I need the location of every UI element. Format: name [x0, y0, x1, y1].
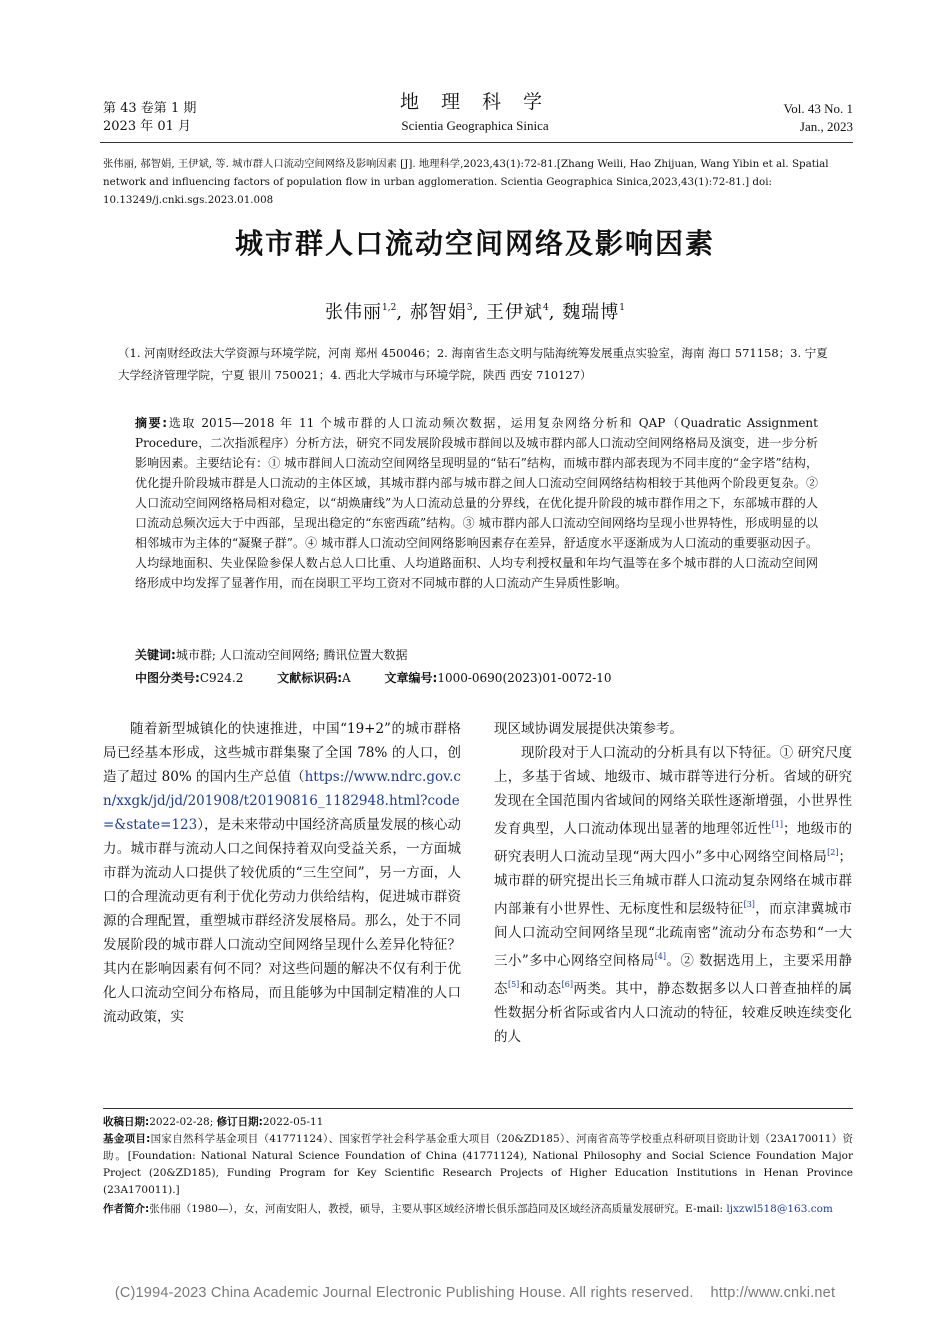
- author-sep: ,: [548, 302, 563, 323]
- keywords: [135, 645, 818, 665]
- abstract: [135, 413, 818, 593]
- body-paragraph: [103, 717, 461, 1029]
- abstract-text: 选取 2015—2018 年 11 个城市群的人口流动频次数据，运用复杂网络分析和 QAP（Quadratic Assignment Procedure，二次指派程序）分析方法，研究不同发展阶段城市群间以及城市群内部人口流动空间网络格局及演变，进一步分析影响因素。主要结论有：① 城市群间人口流动空间网络呈现明显的“钻石”结构，而城市群内部表现为不同丰度的“金字塔”结构，优化提升阶段城市群是人口流动的主体区域，其城市群内部与城市群之间人口流动空间网络结构相较于其他两个阶段更复杂。② 人口流动空间网络格局相对稳定，以“胡焕庸线”为人口流动总量的分界线，在优化提升阶段的城市群作用之下，东部城市群的人口流动总频次远大于中西部，呈现出稳定的“东密西疏”结构。③ 城市群内部人口流动空间网络均呈现小世界特性，形成明显的以相邻城市为主体的“凝聚子群”。④ 城市群人口流动空间网络影响因素存在差异，舒适度水平逐渐成为人口流动的重要驱动因子。人均绿地面积、失业保险参保人数占总人口比重、人均道路面积、人均专利授权量和年均气温等在多个城市群的人口流动空间网络形成中均发挥了显著作用，而在岗职工平均工资对不同城市群的人口流动产生异质性影响。: [135, 416, 818, 590]
- author-name: 王伊斌: [486, 302, 544, 323]
- author-name: 张伟丽: [325, 302, 383, 323]
- author-affil-sup: 4: [543, 303, 549, 313]
- article-no-label: 文章编号:: [384, 671, 438, 685]
- affiliations: （1. 河南财经政法大学资源与环境学院，河南 郑州 450046；2. 海南省生态文明与陆海统筹发展重点实验室，海南 海口 571158；3. 宁夏大学经济管理学院，宁夏 银川 750021；4. 西北大学城市与环境学院，陕西 西安 710127）: [118, 346, 828, 382]
- doc-code-label: 文献标识码:: [277, 671, 342, 685]
- received-value: 2022-02-28;: [149, 1116, 214, 1128]
- revised-value: 2022-05-11: [262, 1116, 324, 1128]
- article-no-value: 1000-0690(2023)01-0072-10: [437, 671, 612, 685]
- body-text: ；地级市的研究表明人口流动呈现“两大四小”多中心网络空间格局: [494, 821, 853, 865]
- reference-link[interactable]: [2]: [827, 848, 839, 857]
- body-text: 随着新型城镇化的快速推进，中国“19+2”的城市群格局已经基本形成，这些城市群集聚了全国 78% 的人口，创造了超过 80% 的国内生产总值（: [103, 721, 461, 785]
- journal-name-en: Scientia Geographica Sinica: [401, 118, 549, 133]
- body-text: 。② 数据选用上，主要采用静态: [494, 953, 852, 997]
- funding-label: 基金项目:: [103, 1133, 151, 1145]
- body-paragraph: [494, 741, 852, 1049]
- copyright-footer: (C)1994-2023 China Academic Journal Electronic Publishing House. All rights reserved. http://www.cnki.net: [114, 1285, 836, 1301]
- clc-label: 中图分类号:: [135, 671, 200, 685]
- author-bio-label: 作者简介:: [103, 1203, 150, 1215]
- author-bio: [103, 1201, 853, 1218]
- journal-name-cn: 地 理 科 学: [399, 91, 551, 113]
- doc-code-value: A: [342, 671, 351, 685]
- body-text: 和动态: [519, 981, 562, 997]
- reference-link[interactable]: [1]: [771, 820, 783, 829]
- received-dates: [103, 1114, 853, 1131]
- body-paragraph: 现区域协调发展提供决策参考。: [494, 721, 683, 737]
- date-en: Jan., 2023: [799, 119, 853, 134]
- author-affil-sup: 3: [466, 303, 473, 313]
- body-column-right: [494, 717, 852, 1049]
- header-volume-en: [784, 100, 853, 136]
- body-text: ），是未来带动中国经济高质量发展的核心动力。城市群与流动人口之间保持着双向受益关系，一方面城市群为流动人口提供了较优质的“三生空间”，另一方面，人口的合理流动更有利于优化劳动力供给结构，促进城市群资源的合理配置，重塑城市群经济发展格局。那么，处于不同发展阶段的城市群人口流动空间网络呈现什么差异化特征？其内在影响因素有何不同？对这些问题的解决不仅有利于优化人口流动空间分布格局，而且能够为中国制定精准的人口流动政策，实: [103, 817, 461, 1025]
- volume-issue-en: Vol. 43 No. 1: [783, 101, 853, 116]
- author-name: 魏瑞博: [562, 302, 620, 323]
- clc-value: C924.2: [199, 671, 244, 685]
- citation: 张伟丽, 郝智娟, 王伊斌, 等. 城市群人口流动空间网络及影响因素 [J]. 地理科学,2023,43(1):72-81.[Zhang Weili, Hao Zhijuan, Wang Yibin et al. Spatial network and influencing factors of population flow in urban agglomeration. Scientia Geographica Sinica,2023,43(1):72-81.] doi: 10.13249/j.cnki.sgs.2023.01.008: [103, 158, 829, 206]
- abstract-label: 摘要:: [135, 416, 168, 430]
- author-bio-text: 张伟丽（1980—），女，河南安阳人，教授，硕导，主要从事区域经济增长俱乐部趋同及区域经济高质量发展研究。E-mail:: [149, 1203, 727, 1215]
- funding-text: 国家自然科学基金项目（41771124）、国家哲学社会科学基金重大项目（20&ZD185）、河南省高等学校重点科研项目资助计划（23A170011）资助。[Foundation: National Natural Science Foundation of China (41771124), National Philosophy and Social Science Foundation Major Project (20&ZD185), Funding Program for Key Scientific Research Projects of Higher Education Institutions in Henan Province (23A170011).]: [103, 1133, 854, 1196]
- funding-note: [103, 1131, 853, 1199]
- body-column-left: [103, 717, 461, 1029]
- author-email-link[interactable]: ljxzwl518@163.com: [726, 1203, 833, 1215]
- reference-link[interactable]: [3]: [743, 900, 755, 909]
- footnote-rule: [103, 1108, 853, 1109]
- author-list: [0, 298, 950, 324]
- classification-line: [135, 668, 818, 688]
- keywords-text: 城市群; 人口流动空间网络; 腾讯位置大数据: [175, 648, 408, 662]
- reference-link[interactable]: [4]: [654, 952, 667, 961]
- author-affil-sup: 1: [619, 303, 625, 313]
- author-name: 郝智娟: [409, 302, 467, 323]
- author-sep: ,: [396, 302, 410, 323]
- reference-link[interactable]: [5]: [507, 980, 520, 989]
- keywords-label: 关键词:: [135, 648, 176, 662]
- ndrc-link[interactable]: https://www.ndrc.gov.cn/xxgk/jd/jd/201908/t20190816_1182948.html?code=&state=123: [103, 769, 461, 833]
- header-rule: [100, 142, 853, 143]
- body-text: ，而京津冀城市间人口流动空间网络呈现“北疏南密”流动分布态势和“一大三小”多中心网络空间格局: [494, 901, 853, 969]
- author-affil-sup: 1,2: [382, 303, 397, 313]
- received-label: 收稿日期:: [103, 1116, 150, 1128]
- date-cn: 2023 年 01 月: [103, 119, 192, 134]
- reference-link[interactable]: [6]: [561, 980, 573, 989]
- paper-title: 城市群人口流动空间网络及影响因素: [234, 227, 715, 260]
- volume-issue-cn: 第 43 卷第 1 期: [103, 101, 197, 116]
- author-sep: ,: [472, 302, 487, 323]
- body-text: 现阶段对于人口流动的分析具有以下特征。① 研究尺度上，多基于省域、地级市、城市群等进行分析。省域的研究发现在全国范围内省域间的网络关联性逐渐增强，小世界性发育典型，人口流动体现出显著的地理邻近性: [494, 745, 852, 837]
- body-text: ；城市群的研究提出长三角城市群人口流动复杂网络在城市群内部兼有小世界性、无标度性和层级特征: [494, 849, 852, 917]
- revised-label: 修订日期:: [216, 1116, 263, 1128]
- body-text: 两类。其中，静态数据多以人口普查抽样的属性数据分析省际或省内人口流动的特征，较难反映连续变化的人: [494, 981, 853, 1045]
